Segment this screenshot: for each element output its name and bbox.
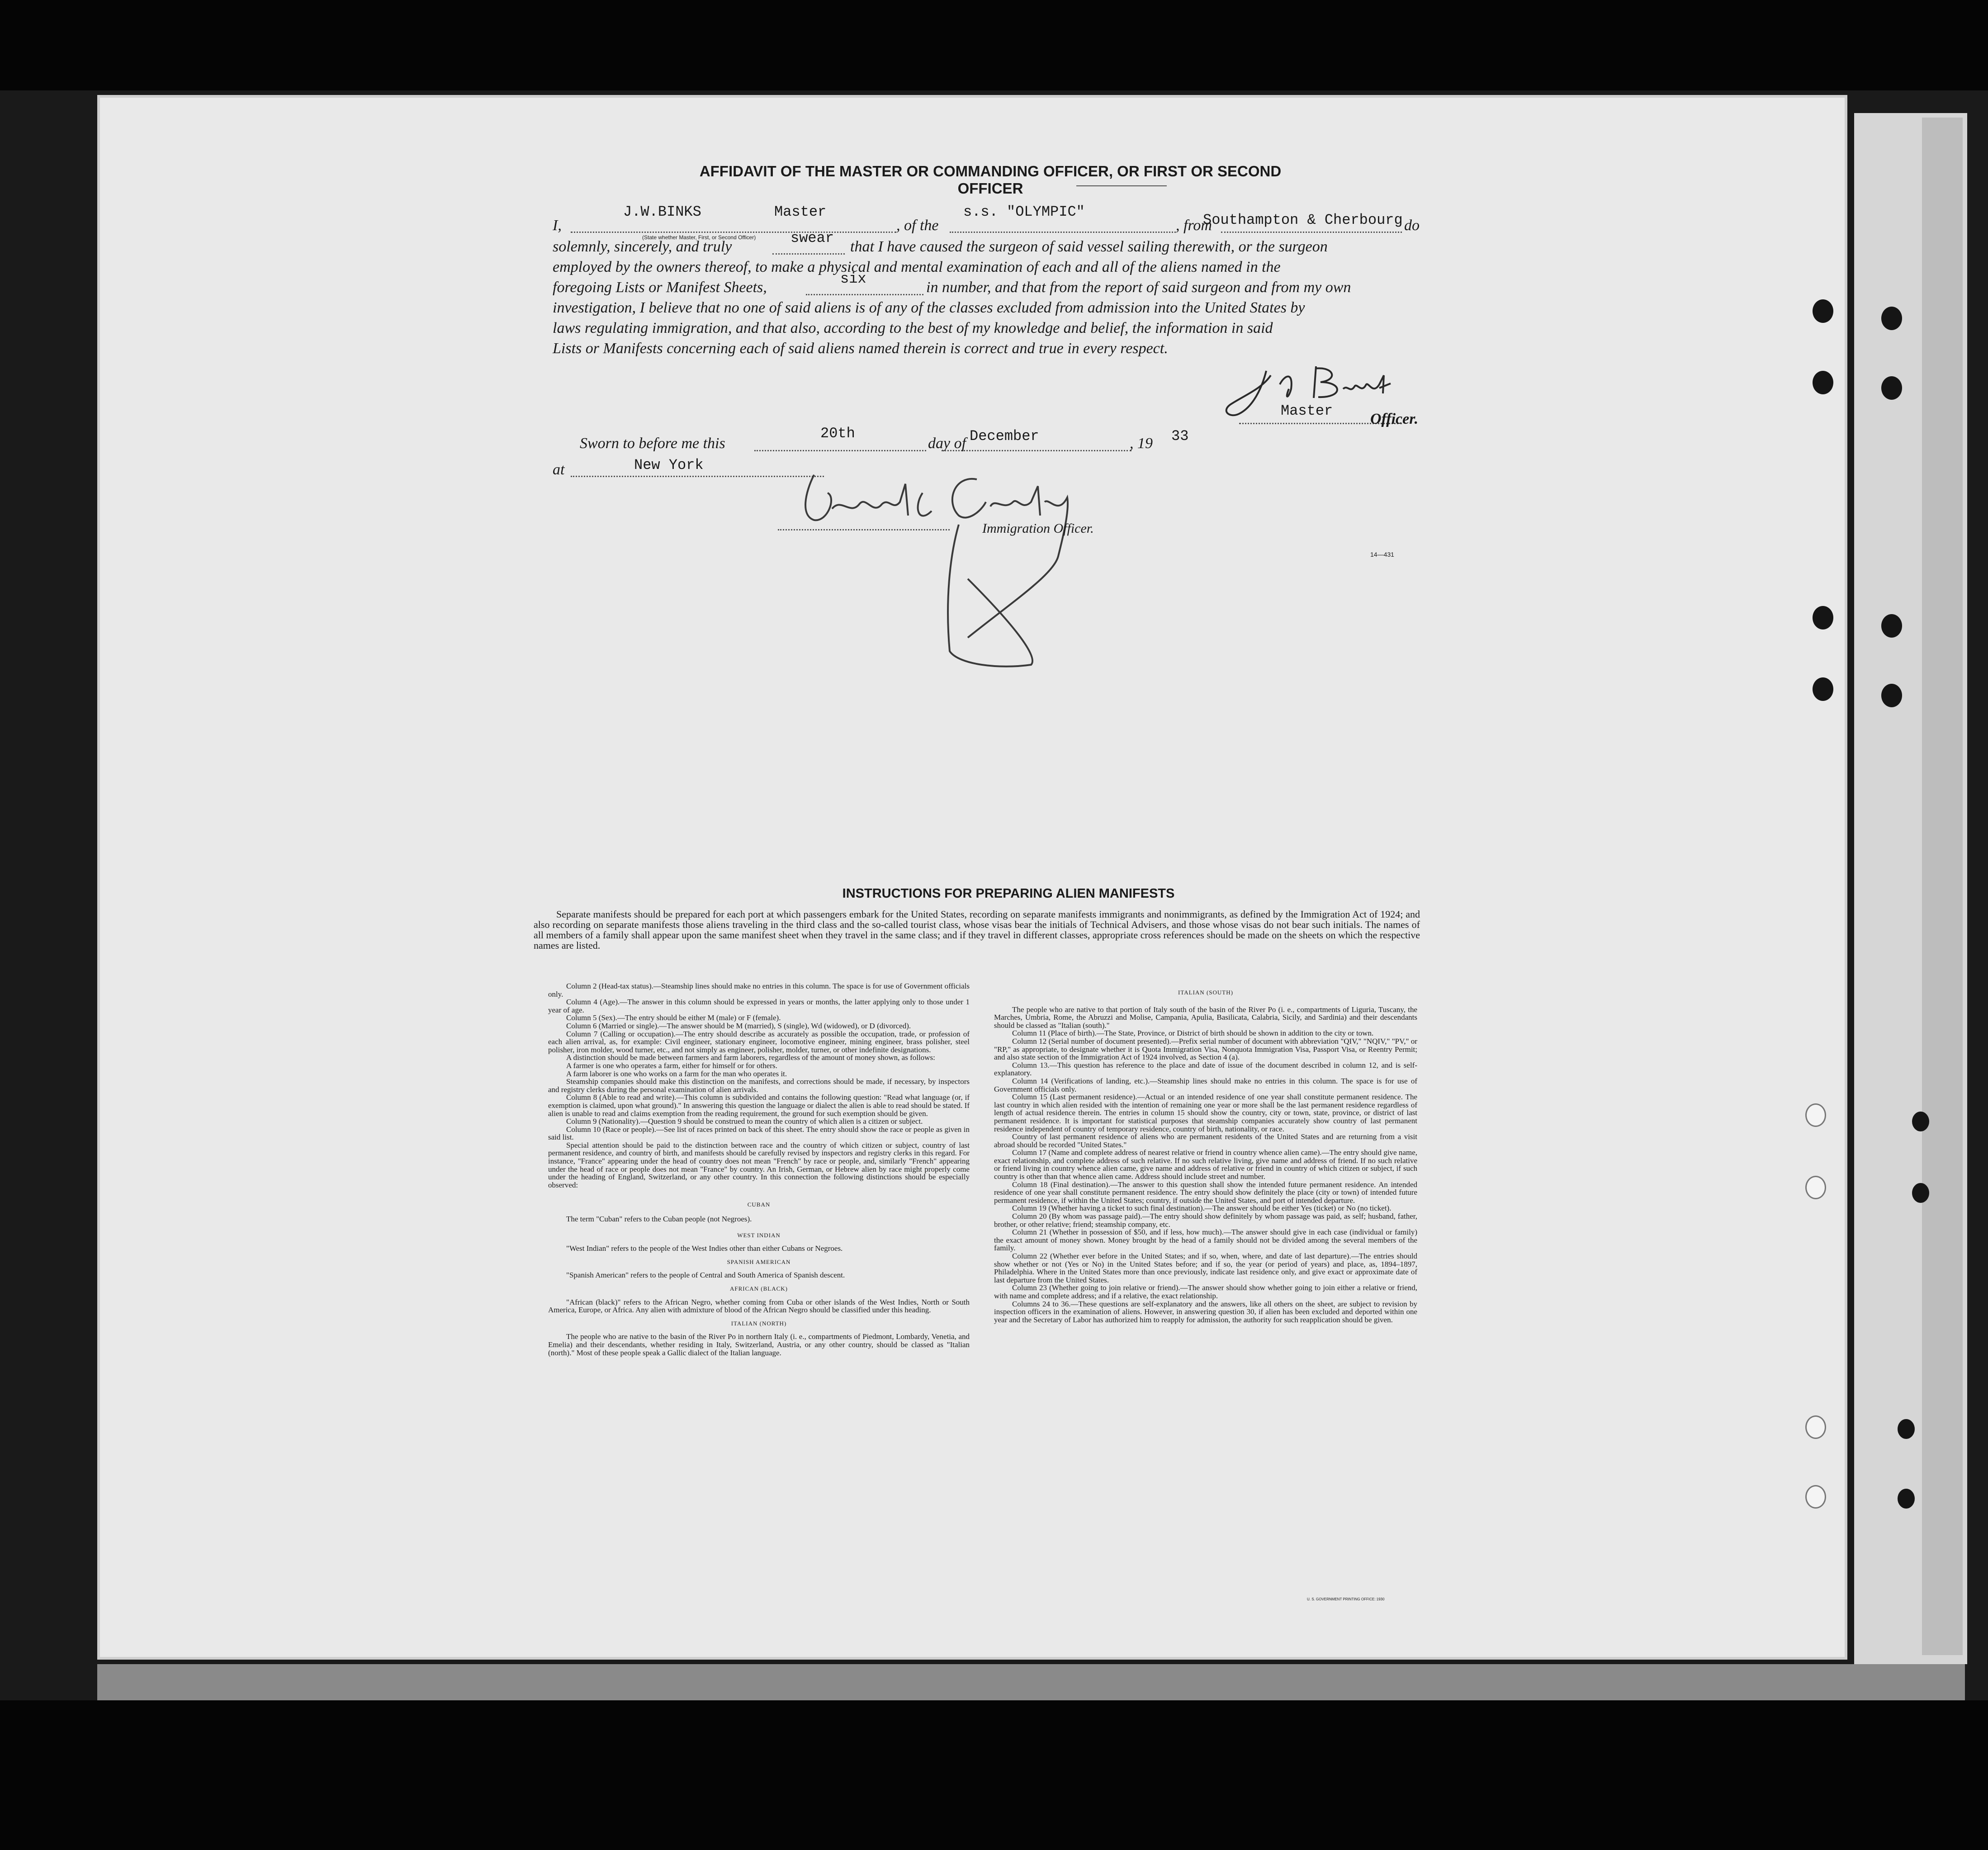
immigration-officer-label: Immigration Officer.: [982, 521, 1094, 536]
instructions-intro: Separate manifests should be prepared for each port at which passengers embark for the United States, recording on separate manifests immigrants and nonimmigrants, as defined by the Immigration Act of 1924; and also recording on separate manifests those aliens traveling in the third class and the so-called tourist class, whose visas bear the initials of Technical Advisers, and those whose visas do not bear such initials. The names of all members of a family shall appear upon the same manifest sheet when they travel in the same class; and if they travel in different classes, appropriate cross references should be made on the sheets on which the respective names are listed.: [534, 908, 1420, 951]
binder-hole: [1813, 677, 1833, 701]
binder-hole: [1881, 307, 1902, 330]
oath-line: [772, 253, 845, 255]
officer-name: J.W.BINKS: [623, 203, 701, 220]
instruction-paragraph: Column 10 (Race or people).—See list of races printed on back of this sheet. The entry should show the race or people as given in said list.: [548, 1125, 970, 1142]
of-the-label: , of the: [896, 217, 939, 234]
binder-hole: [1881, 614, 1902, 638]
vessel-line: [950, 232, 1176, 233]
affidavit-line-2b: that I have caused the surgeon of said vessel sailing therewith, or the surgeon: [850, 238, 1328, 255]
from-label: , from: [1176, 217, 1212, 234]
instruction-paragraph: A farmer is one who operates a farm, either for himself or for others.: [566, 1061, 777, 1070]
binder-hole: [1898, 1489, 1915, 1509]
instruction-paragraph: The people who are native to that portion of Italy south of the basin of the River Po (i. e., compartments of Liguria, Tuscany, the Marches, Umbria, Rome, the Abruzzi and Molise, Campania, Apulia, Basilicata, Calabria, Sicily, and Sardinia) and their descendants should be classed as "Italian (south).": [994, 1005, 1417, 1030]
officer-name-line: [571, 232, 896, 233]
year-prefix: , 19: [1130, 435, 1153, 452]
affidavit-line-4b: in number, and that from the report of said surgeon and from my own: [926, 279, 1351, 296]
page-bottom-edge: [97, 1664, 1965, 1700]
italian-north-heading: ITALIAN (NORTH): [731, 1320, 787, 1327]
do-label: do: [1404, 217, 1420, 234]
rank-note: (State whether Master, First, or Second Officer): [642, 234, 756, 241]
binder-hole: [1805, 1176, 1826, 1199]
instruction-paragraph: Steamship companies should make this distinction on the manifests, and corrections should be made, if necessary, by inspectors and registry clerks during the personal examination of alien arrivals.: [548, 1077, 970, 1094]
spanish-american-text: "Spanish American" refers to the people of Central and South America of Spanish descent.: [566, 1271, 845, 1280]
instruction-paragraph: Column 2 (Head-tax status).—Steamship lines should make no entries in this column. The space is for use of Government officials only.: [548, 982, 970, 998]
film-edge-bottom: [0, 1700, 1988, 1850]
instructions-title: INSTRUCTIONS FOR PREPARING ALIEN MANIFESTS: [842, 886, 1175, 901]
affidavit-line-6: laws regulating immigration, and that also, according to the best of my knowledge and belief, the information in said: [553, 320, 1273, 336]
instruction-paragraph: Column 9 (Nationality).—Question 9 should be construed to mean the country of which alien is a citizen or subject.: [566, 1117, 923, 1126]
immigration-officer-signature: [787, 466, 1112, 678]
instructions-right-column: [994, 986, 1417, 1324]
port-line: [1221, 232, 1402, 233]
instruction-paragraph: Column 20 (By whom was passage paid).—The entry should show definitely by whom passage was paid, as self; husband, father, brother, or other relative; friend; steamship company, etc.: [994, 1212, 1417, 1229]
instruction-paragraph: A distinction should be made between farmers and farm laborers, regardless of the amount of money shown, as follows:: [566, 1053, 935, 1062]
binder-hole: [1813, 606, 1833, 629]
sign-rank: Master: [1281, 402, 1333, 419]
day-line: [754, 450, 926, 451]
affidavit-line-7: Lists or Manifests concerning each of said aliens named therein is correct and true in every respect.: [553, 340, 1168, 357]
instruction-paragraph: A farm laborer is one who works on a farm for the man who operates it.: [566, 1069, 787, 1078]
year-value: 33: [1171, 428, 1189, 445]
binder-hole: [1898, 1419, 1915, 1439]
african-heading: AFRICAN (BLACK): [729, 1285, 788, 1292]
italian-north-text: The people who are native to the basin of the River Po in northern Italy (i. e., compartments of Piedmont, Lombardy, Venetia, and Emelia) and their descendants, whether residing in Italy, Switzerland, Austria, or any other country, should be classed as "Italian (north)." Most of these people speak a Gallic dialect of the Italian language.: [548, 1332, 970, 1357]
officer-label: Officer.: [1370, 411, 1419, 427]
instruction-paragraph: Column 13.—This question has reference to the place and date of issue of the document described in column 12, and is self-explanatory.: [994, 1060, 1417, 1078]
affidavit-line-4a: foregoing Lists or Manifest Sheets,: [553, 279, 767, 296]
instruction-paragraph: Column 7 (Calling or occupation).—The entry should describe as accurately as possible the occupation, trade, or profession of each alien arrival, as, for example: Civil engineer, stationary engineer, locomotive engineer, mining engineer, brass polisher, steel polisher, iron molder, wood turner, etc., and not simply as engineer, polisher, molder, turner, or other indefinite designations.: [548, 1029, 970, 1054]
west-indian-text: "West Indian" refers to the people of the West Indies other than either Cubans or Negroes.: [566, 1244, 843, 1253]
binder-hole: [1912, 1112, 1929, 1131]
place-value: New York: [634, 457, 704, 473]
instruction-paragraph: Column 19 (Whether having a ticket to such final destination).—The answer should be either Yes (ticket) or No (no ticket).: [1012, 1204, 1392, 1213]
binder-hole: [1805, 1485, 1826, 1509]
printer-note: U. S. GOVERNMENT PRINTING OFFICE: 1930: [1307, 1597, 1385, 1601]
affidavit-line-2a: solemnly, sincerely, and truly: [553, 238, 732, 255]
month-value: December: [970, 428, 1039, 445]
instruction-paragraph: Column 23 (Whether going to join relative or friend).—The answer should show whether going to join either a relative or friend, with name and complete address; and if a relative, the exact relationship.: [994, 1283, 1417, 1300]
port-from: Southampton & Cherbourg: [1203, 212, 1403, 228]
binder-hole: [1881, 684, 1902, 707]
title-rule: [1076, 185, 1167, 186]
instruction-paragraph: Column 12 (Serial number of document presented).—Prefix serial number of document with abbreviation "QIV," "NQIV," "PV," or "RP," as appropriate, to designate whether it is Quota Immigration Visa, Nonquota Immigration Visa, Passport Visa, or Reentry Permit; and also state section of the Immigration Act of 1924 involved, as Section 4 (a).: [994, 1036, 1417, 1062]
instruction-paragraph: Column 15 (Last permanent residence).—Actual or an intended residence of one year shall constitute permanent residence. The last country in which alien resided with the intention of remaining one year or more shall be the last permanent residence regardless of length of actual residence therein. The entries in column 15 should show the country, city or town, state, province, or district of last permanent residence. It is important for statistical purposes that steamship companies accurately show country of last permanent residence independent of country of temporary residence, country of birth, nationality, or race.: [994, 1093, 1417, 1133]
binder-hole: [1813, 299, 1833, 323]
african-text: "African (black)" refers to the African Negro, whether coming from Cuba or other islands of the West Indies, North or South America, Europe, or Africa. Any alien with admixture of blood of the African Negro should be classified under this heading.: [548, 1297, 970, 1315]
instruction-paragraph: Column 22 (Whether ever before in the United States; and if so, when, where, and date of last departure).—The entries should show whether or not (Yes or No) in the United States before; and if so, the year (or period of years) and place, as, 1894–1897, Philadelphia. Where in the United States more than once previously, indicate last residence only, and give exact or approximate date of last departure from the United States.: [994, 1252, 1417, 1284]
sheet-count-line: [806, 294, 923, 295]
at-label: at: [553, 461, 565, 478]
west-indian-heading: WEST INDIAN: [737, 1231, 781, 1239]
film-edge-top: [0, 0, 1988, 90]
binder-hole: [1805, 1415, 1826, 1439]
officer-rank: Master: [774, 203, 827, 220]
instruction-paragraph: Column 18 (Final destination).—The answer to this question shall show the intended future permanent residence. An intended residence of one year shall constitute permanent residence. The entry should show definitely the place (city or town) of intended future permanent residence, if within the United States; country, if outside the United States, and port of intended departure.: [994, 1180, 1417, 1205]
instruction-paragraph: Country of last permanent residence of aliens who are permanent residents of the United States and are returning from a visit abroad should be recorded "United States.": [994, 1132, 1417, 1149]
affidavit-title: AFFIDAVIT OF THE MASTER OR COMMANDING OFFICER, OR FIRST OR SECOND OFFICER: [699, 163, 1282, 197]
instruction-paragraph: Columns 24 to 36.—These questions are self-explanatory and the answers, like all others on the sheet, are subject to revision by inspection officers in the examination of aliens. However, in answering question 30, if alien has been excluded and deported within one year and the Secretary of Labor has authorized him to reapply for admission, the authority for such reapplication should be given.: [994, 1299, 1417, 1324]
day-value: 20th: [820, 425, 855, 442]
affidavit-line-5: investigation, I believe that no one of said aliens is of any of the classes excluded from admission into the United States by: [553, 299, 1305, 316]
instruction-paragraph: Column 21 (Whether in possession of $50, and if less, how much).—The answer should give in each case (individual or family) the exact amount of money shown. Money brought by the head of a family should not be divided among the several members of the family.: [994, 1228, 1417, 1253]
spanish-american-heading: SPANISH AMERICAN: [727, 1258, 791, 1265]
cuban-heading: CUBAN: [747, 1201, 771, 1208]
instruction-paragraph: Column 4 (Age).—The answer in this column should be expressed in years or months, the latter applying only to those under 1 year of age.: [548, 998, 970, 1014]
immigration-officer-line: [778, 529, 950, 530]
affidavit-line-3: employed by the owners thereof, to make a physical and mental examination of each and all of the aliens named in the: [553, 259, 1281, 275]
form-number: 14—431: [1370, 551, 1394, 558]
place-line: [571, 476, 824, 477]
binder-hole: [1805, 1103, 1826, 1127]
instruction-paragraph: Column 5 (Sex).—The entry should be either M (male) or F (female).: [566, 1013, 781, 1022]
month-line: [942, 450, 1131, 451]
vessel-name: s.s. "OLYMPIC": [963, 203, 1085, 220]
cuban-text: The term "Cuban" refers to the Cuban people (not Negroes).: [566, 1215, 752, 1224]
instruction-paragraph: Column 11 (Place of birth).—The State, Province, or District of birth should be shown in addition to the city or town.: [1012, 1029, 1374, 1038]
binder-hole: [1912, 1183, 1929, 1203]
binder-hole: [1881, 376, 1902, 400]
i-label: I,: [553, 217, 562, 234]
instruction-paragraph: Special attention should be paid to the distinction between race and the country of which citizen or subject, country of last permanent residence, and country of birth, and manifests should be carefully revised by inspectors and registry clerks in this regard. For instance, "France" appearing under the head of country does not mean "French" by race or people, and, similarly "French" appearing under the head of race or people does not mean "France" by country. An Irish, German, or Hebrew alien by race might properly come under the heading of England, Switzerland, or any other country. In this connection the following distinctions should be especially observed:: [548, 1140, 970, 1189]
italian-south-heading: ITALIAN (SOUTH): [1178, 989, 1233, 996]
instructions-left-column: [548, 982, 970, 1357]
instruction-paragraph: Column 8 (Able to read and write).—This column is subdivided and contains the following question: "Read what language (or, if exemption is claimed, upon what ground)." In answering this question the language or dialect the alien is able to read should be stated. If alien is unable to read and claims exemption from the reading requirement, the ground for such exemption should be given.: [548, 1093, 970, 1118]
sworn-label: Sworn to before me this: [580, 435, 725, 452]
underlying-page-edge: [1922, 118, 1963, 1655]
instruction-paragraph: Column 6 (Married or single).—The answer should be M (married), S (single), Wd (widowed), or D (divorced).: [566, 1021, 911, 1030]
day-of-label: day of: [928, 435, 966, 452]
oath-word: swear: [790, 230, 834, 246]
instruction-paragraph: Column 17 (Name and complete address of nearest relative or friend in country whence alien came).—The entry should give name, exact relationship, and complete address of such relative. If no such relative living, give name and address of friend. If no such relative or friend living in country whence alien came, give name and address of relative or friend in country of which citizen or subject, if such country is other than that whence alien came. Address should include street and number.: [994, 1148, 1417, 1181]
instruction-paragraph: Column 14 (Verifications of landing, etc.).—Steamship lines should make no entries in this column. The space is for use of Government officials only.: [994, 1076, 1417, 1093]
binder-hole: [1813, 371, 1833, 394]
sheet-count: six: [840, 270, 866, 287]
